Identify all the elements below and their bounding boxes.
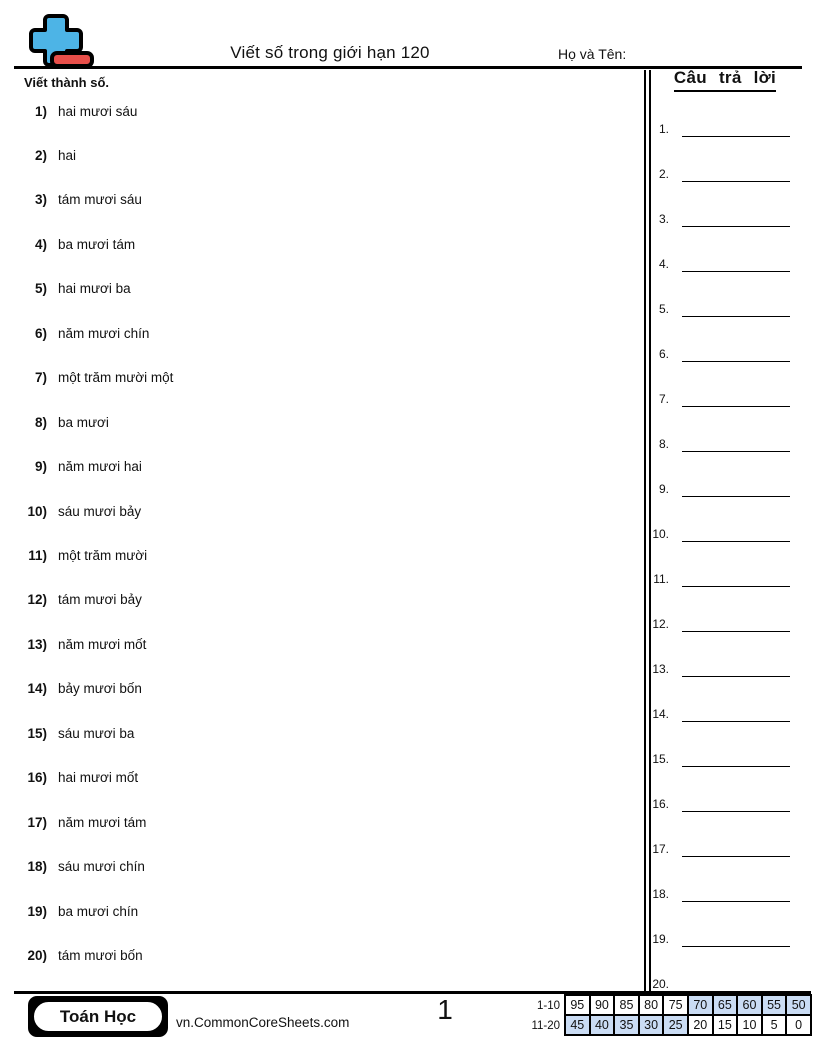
question-number: 14): [27, 681, 47, 697]
answer-number: 13.: [652, 662, 669, 676]
answer-number: 19.: [652, 932, 669, 946]
question-text: tám mươi sáu: [58, 192, 142, 208]
question-row: [0, 902, 138, 920]
question-text: hai: [58, 147, 77, 163]
grade-cell: 30: [639, 1015, 664, 1035]
question-text: năm mươi tám: [58, 814, 147, 830]
grade-table: [564, 994, 812, 1036]
answer-number: 18.: [652, 887, 669, 901]
answer-blank[interactable]: [682, 973, 790, 992]
answer-row: [643, 838, 790, 857]
answer-blank[interactable]: [682, 523, 790, 542]
question-number: 13): [27, 636, 47, 652]
answer-blank[interactable]: [682, 433, 790, 452]
question-row: [0, 235, 135, 253]
question-number: 20): [27, 948, 47, 964]
question-text: bảy mươi bốn: [58, 681, 142, 697]
grade-row2-label: 11-20: [531, 1020, 560, 1032]
answer-blank[interactable]: [682, 343, 790, 362]
question-text: ba mươi tám: [58, 236, 136, 252]
answer-number: 16.: [652, 797, 669, 811]
question-row: [0, 369, 173, 387]
answer-number: 4.: [658, 257, 669, 271]
grade-table-labels: [500, 996, 560, 1036]
grade-cell: 90: [590, 995, 615, 1015]
question-row: [0, 102, 137, 120]
answer-blank[interactable]: [682, 748, 790, 767]
question-number: 4): [34, 236, 47, 252]
question-row: [0, 191, 142, 209]
question-number: 16): [27, 770, 47, 786]
question-number: 7): [34, 370, 47, 386]
question-number: 9): [34, 459, 47, 475]
answer-blank[interactable]: [682, 703, 790, 722]
answer-blank[interactable]: [682, 388, 790, 407]
grade-cell: 80: [639, 995, 664, 1015]
answer-blank[interactable]: [682, 793, 790, 812]
question-row: [0, 947, 143, 965]
grade-cell: 40: [590, 1015, 615, 1035]
answer-number: 17.: [652, 842, 669, 856]
answer-blank[interactable]: [682, 118, 790, 137]
question-number: 19): [27, 903, 47, 919]
answer-blank[interactable]: [682, 208, 790, 227]
question-number: 8): [34, 414, 47, 430]
question-text: sáu mươi bảy: [58, 503, 142, 519]
answer-row: [643, 433, 790, 452]
answer-row: [643, 793, 790, 812]
answer-blank[interactable]: [682, 163, 790, 182]
answer-blank[interactable]: [682, 928, 790, 947]
grade-row1-label: 1-10: [536, 1000, 560, 1012]
grade-cell: 70: [688, 995, 713, 1015]
question-row: [0, 813, 146, 831]
question-text: năm mươi mốt: [58, 636, 147, 652]
question-number: 1): [34, 103, 47, 119]
question-text: năm mươi chín: [58, 325, 150, 341]
question-text: ba mươi: [58, 414, 109, 430]
answer-row: [643, 388, 790, 407]
grade-cell: 15: [713, 1015, 738, 1035]
answer-row: [643, 208, 790, 227]
question-number: 15): [27, 725, 47, 741]
grade-cell: 45: [565, 1015, 590, 1035]
answer-row: [643, 568, 790, 587]
question-row: [0, 680, 142, 698]
answer-blank[interactable]: [682, 298, 790, 317]
question-row: [0, 858, 145, 876]
question-number: 17): [27, 814, 47, 830]
question-text: năm mươi hai: [58, 459, 142, 475]
subject-badge-label: Toán Học: [31, 999, 165, 1034]
answer-number: 2.: [658, 167, 669, 181]
question-row: [0, 635, 146, 653]
name-label: Họ và Tên:: [558, 46, 627, 62]
question-number: 2): [34, 147, 47, 163]
answer-row: [643, 343, 790, 362]
question-text: sáu mươi chín: [58, 859, 145, 875]
answer-row: [643, 118, 790, 137]
answer-number: 1.: [658, 122, 669, 136]
grade-cell: 55: [762, 995, 787, 1015]
question-text: tám mươi bảy: [58, 592, 142, 608]
grade-cell: 0: [786, 1015, 811, 1035]
answer-blank[interactable]: [682, 253, 790, 272]
answer-number: 11.: [653, 572, 669, 586]
question-text: sáu mươi ba: [58, 725, 135, 741]
grade-cell: 25: [663, 1015, 688, 1035]
page-number: 1: [437, 994, 453, 1025]
grade-cell: 75: [663, 995, 688, 1015]
instruction-label: Viết thành số.: [24, 75, 109, 90]
answer-row: [643, 973, 790, 992]
answer-number: 15.: [652, 752, 669, 766]
answer-row: [643, 883, 790, 902]
grade-table-row: [565, 1015, 811, 1035]
answer-row: [643, 613, 790, 632]
question-number: 18): [27, 859, 47, 875]
question-number: 12): [27, 592, 47, 608]
subject-badge: [28, 996, 168, 1037]
grade-cell: 50: [786, 995, 811, 1015]
question-row: [0, 413, 109, 431]
grade-cell: 10: [737, 1015, 762, 1035]
grade-cell: 5: [762, 1015, 787, 1035]
question-number: 10): [27, 503, 47, 519]
answer-number: 12.: [652, 617, 669, 631]
question-row: [0, 591, 142, 609]
answers-header: Câu trả lời: [655, 68, 795, 92]
question-number: 11): [28, 548, 47, 563]
answer-row: [643, 658, 790, 677]
answer-row: [643, 703, 790, 722]
grade-table-row: [565, 995, 811, 1015]
answer-blank[interactable]: [682, 658, 790, 677]
question-row: [0, 769, 138, 787]
question-number: 5): [34, 281, 47, 297]
answer-row: [643, 253, 790, 272]
question-text: hai mươi sáu: [58, 103, 138, 119]
answer-number: 5.: [658, 302, 669, 316]
grade-cell: 60: [737, 995, 762, 1015]
question-row: [0, 458, 142, 476]
minus-icon: [52, 53, 92, 66]
grade-cell: 35: [614, 1015, 639, 1035]
answer-number: 7.: [658, 392, 669, 406]
question-text: một trăm mười: [58, 548, 148, 563]
answer-row: [643, 928, 790, 947]
answer-number: 14.: [652, 707, 669, 721]
page-title: Viết số trong giới hạn 120: [230, 43, 430, 62]
question-row: [0, 724, 134, 742]
answer-number: 10.: [652, 527, 669, 541]
question-row: [0, 324, 149, 342]
question-row: [0, 547, 147, 565]
answer-blank[interactable]: [682, 613, 790, 632]
question-text: hai mươi ba: [58, 281, 131, 297]
answer-row: [643, 748, 790, 767]
answer-blank[interactable]: [682, 883, 790, 902]
answer-blank[interactable]: [682, 478, 790, 497]
question-text: một trăm mười một: [58, 370, 174, 386]
grade-cell: 65: [713, 995, 738, 1015]
question-text: hai mươi mốt: [58, 770, 139, 786]
plus-minus-logo-icon: [24, 13, 94, 71]
answer-number: 20.: [652, 977, 669, 991]
question-number: 3): [34, 192, 47, 208]
question-row: [0, 502, 141, 520]
answer-blank[interactable]: [682, 568, 790, 587]
answer-blank[interactable]: [682, 838, 790, 857]
question-number: 6): [34, 325, 47, 341]
website-url: vn.CommonCoreSheets.com: [176, 1015, 350, 1030]
question-text: ba mươi chín: [58, 903, 139, 919]
answer-row: [643, 523, 790, 542]
answer-number: 9.: [658, 482, 669, 496]
answer-row: [643, 298, 790, 317]
grade-cell: 85: [614, 995, 639, 1015]
answer-number: 6.: [658, 347, 669, 361]
answer-number: 3.: [658, 212, 669, 226]
answer-row: [643, 163, 790, 182]
grade-cell: 95: [565, 995, 590, 1015]
answer-number: 8.: [658, 437, 669, 451]
question-row: [0, 280, 131, 298]
question-row: [0, 146, 76, 164]
grade-cell: 20: [688, 1015, 713, 1035]
answer-row: [643, 478, 790, 497]
question-text: tám mươi bốn: [58, 948, 143, 964]
